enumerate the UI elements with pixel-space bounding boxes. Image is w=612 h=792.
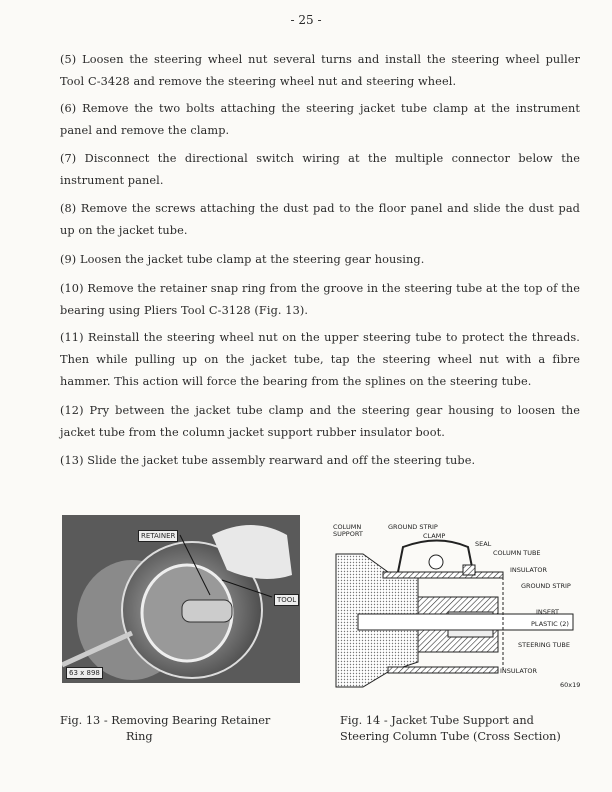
plastic-label: PLASTIC (2) (531, 620, 569, 628)
fig13-photo (62, 515, 300, 683)
fig13-caption-line1: Fig. 13 - Removing Bearing Retainer (60, 714, 271, 727)
step-13: (13) Slide the jacket tube assembly rearward and off the steering tube. (60, 454, 476, 467)
bearing-retainer-photo (62, 515, 300, 683)
page-number: - 25 - (290, 13, 322, 27)
step-11: (11) Reinstall the steering wheel nut on the upper steering tube to protect the threads. Then while pulling up on the jacket tube, tap the steering wheel nut with a fibre hammer. This action will force the bearing from the splines on the steering tube. (60, 331, 580, 388)
insulator-bottom-label: INSULATOR (500, 667, 537, 675)
step-5: (5) Loosen the steering wheel nut several turns and install the steering wheel puller Tool C-3428 and remove the steering wheel nut and steering wheel. (60, 53, 580, 88)
insert-label: INSERT (536, 608, 560, 616)
fig14-caption-line1: Fig. 14 - Jacket Tube Support and (340, 714, 534, 727)
fig13-caption (60, 713, 310, 745)
insulator-top-label: INSULATOR (510, 566, 547, 574)
ground-strip-right-label: GROUND STRIP (521, 582, 571, 590)
step-12: (12) Pry between the jacket tube clamp and the steering gear housing to loosen the jacket tube from the column jacket support rubber insulator boot. (60, 404, 580, 439)
column-support-label: COLUMN (333, 523, 362, 531)
clamp-label: CLAMP (423, 532, 446, 540)
steering-tube-label: STEERING TUBE (518, 641, 571, 649)
fig14-caption-line2: Steering Column Tube (Cross Section) (340, 730, 561, 743)
step-9: (9) Loosen the jacket tube clamp at the steering gear housing. (60, 253, 425, 266)
step-6: (6) Remove the two bolts attaching the steering jacket tube clamp at the instrument panel and remove the clamp. (60, 102, 580, 137)
seal-label: SEAL (475, 540, 492, 548)
retainer-label: RETAINER (138, 530, 178, 542)
step-8: (8) Remove the screws attaching the dust pad to the floor panel and slide the dust pad up on the jacket tube. (60, 202, 580, 237)
fig14-cross-section-diagram (328, 522, 590, 694)
step-7: (7) Disconnect the directional switch wiring at the multiple connector below the instrument panel. (60, 152, 580, 187)
fig14-code: 60x19 (560, 681, 581, 689)
ground-strip-top-label: GROUND STRIP (388, 523, 438, 531)
fig13-code: 63 x 898 (66, 667, 103, 679)
fig14-caption (340, 713, 590, 745)
column-tube-label: COLUMN TUBE (493, 549, 541, 557)
fig13-caption-line2: Ring (126, 730, 153, 743)
step-10: (10) Remove the retainer snap ring from the groove in the steering tube at the top of the bearing using Pliers Tool C-3128 (Fig. 13). (60, 282, 580, 317)
tool-label: TOOL (274, 594, 299, 606)
column-support-label-2: SUPPORT (333, 530, 363, 538)
